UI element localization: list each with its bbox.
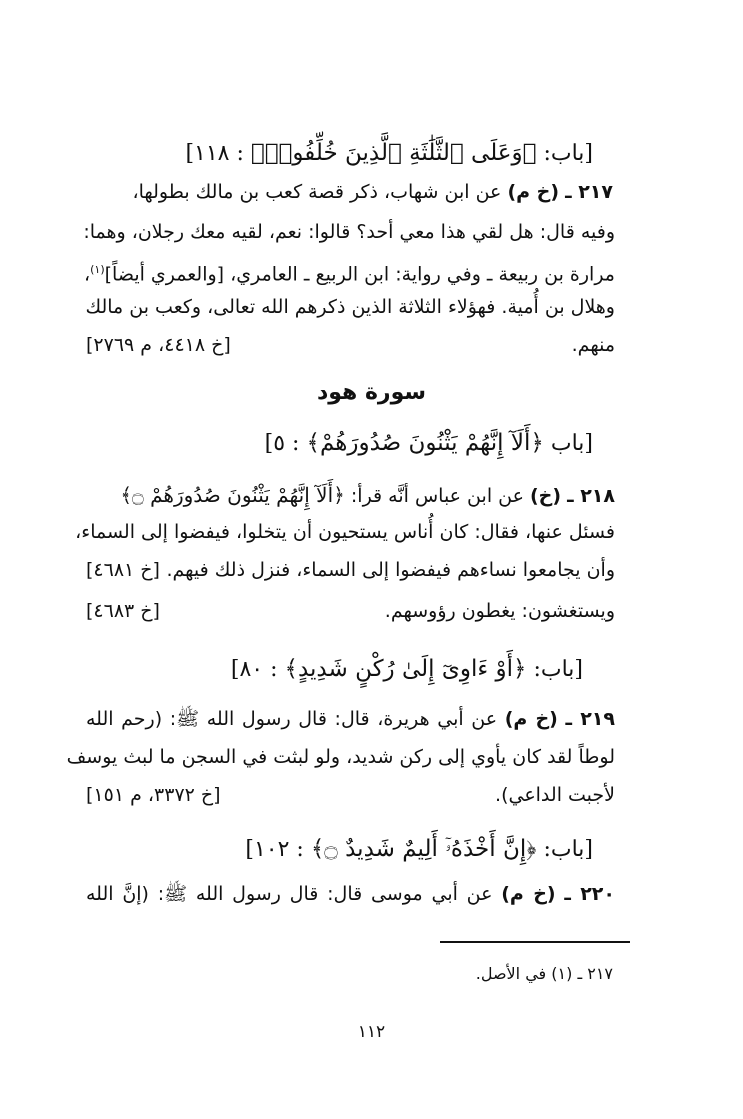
quran-verse: ﴿أَلَآ إِنَّهُمْ يَثْنُونَ صُدُورَهُمْ﴾ bbox=[306, 430, 544, 456]
page-number: ١١٢ bbox=[357, 1022, 386, 1042]
chapter-label: [باب: bbox=[543, 141, 593, 166]
chapter-heading-118 bbox=[185, 136, 593, 171]
hadith-number: ٢١٧ ـ bbox=[565, 181, 613, 203]
hadith-219-line-2: لوطاً لقد كان يأوي إلى ركن شديد، ولو لبثت في السجن ما لبث يوسف bbox=[66, 746, 615, 768]
chapter-label: [باب: bbox=[543, 837, 593, 862]
hadith-217-line-2: وفيه قال: هل لقي هذا معي أحد؟ قالوا: نعم، لقيه معك رجلان، وهما: bbox=[83, 221, 615, 243]
verse-number: : ٥] bbox=[264, 431, 300, 456]
surah-title: سورة هود bbox=[316, 380, 427, 405]
hadith-text: عن ابن عباس أنَّه قرأ: bbox=[350, 485, 524, 507]
hadith-text: مرارة بن ربيعة ـ وفي رواية: ابن الربيع ـ العامري، [والعمري أيضاً] bbox=[104, 263, 615, 286]
hadith-218-line-2: فسئل عنها، فقال: كان أُناس يستحيون أن يتخلوا، فيفضوا إلى السماء، bbox=[75, 521, 615, 543]
hadith-218-reference-1: [خ ٤٦٨١] bbox=[86, 559, 160, 581]
hadith-219-line-1 bbox=[86, 705, 615, 733]
hadith-217-line-4: وهلال بن أُمية. فهؤلاء الثلاثة الذين ذكرهم الله تعالى، وكعب بن مالك bbox=[85, 296, 615, 318]
hadith-217-reference: [خ ٤٤١٨، م ٢٧٦٩] bbox=[86, 334, 231, 356]
hadith-text: عن ابن شهاب، ذكر قصة كعب بن مالك بطولها، bbox=[132, 181, 502, 203]
chapter-heading-102 bbox=[245, 832, 593, 867]
hadith-text: عن أبي موسى قال: قال رسول الله ﷺ: (إنَّ الله bbox=[86, 883, 493, 905]
hadith-number: ٢١٩ ـ bbox=[565, 708, 615, 730]
hadith-217-line-1 bbox=[132, 178, 613, 206]
verse-number: : ٨٠] bbox=[230, 657, 278, 682]
hadith-source: (خ م) bbox=[501, 883, 556, 905]
hadith-source: (خ) bbox=[529, 485, 562, 507]
footnote-divider bbox=[440, 941, 630, 943]
hadith-219-line-3: لأجبت الداعي). bbox=[495, 784, 615, 806]
chapter-heading-5 bbox=[265, 426, 593, 461]
chapter-label: [باب bbox=[550, 431, 593, 456]
hadith-218-line-1 bbox=[120, 481, 615, 510]
quran-verse: ﴿وَعَلَى ٱلثَّلَٰثَةِ ٱلَّذِينَ خُلِّفُوا۟﴾ bbox=[250, 140, 537, 166]
hadith-217-line-3 bbox=[84, 256, 615, 288]
quran-verse: ﴿إِنَّ أَخْذَهُۥٓ أَلِيمٌ شَدِيدٌ ۝﴾ bbox=[310, 836, 537, 862]
hadith-218-reference-2: [خ ٤٦٨٣] bbox=[86, 600, 160, 622]
footnote-marker: (١) bbox=[90, 263, 105, 276]
quran-verse: ﴿أَلَآ إِنَّهُمْ يَثْنُونَ صُدُورَهُمْ ۝﴾ bbox=[120, 483, 345, 507]
verse-number: : ١١٨] bbox=[185, 141, 244, 166]
chapter-label: [باب: bbox=[533, 657, 583, 682]
hadith-220-line-1 bbox=[86, 880, 615, 908]
hadith-218-line-4: ويستغشون: يغطون رؤوسهم. bbox=[384, 600, 615, 622]
punctuation: ، bbox=[83, 263, 91, 286]
hadith-source: (خ م) bbox=[507, 181, 560, 203]
hadith-number: ٢٢٠ ـ bbox=[564, 883, 615, 905]
hadith-number: ٢١٨ ـ bbox=[567, 485, 615, 507]
verse-number: : ١٠٢] bbox=[245, 837, 304, 862]
hadith-text: عن أبي هريرة، قال: قال رسول الله ﷺ: (رحم الله bbox=[86, 708, 498, 730]
hadith-219-reference: [خ ٣٣٧٢، م ١٥١] bbox=[86, 784, 221, 806]
quran-verse: ﴿أَوْ ءَاوِىٓ إِلَىٰ رُكْنٍ شَدِيدٍ﴾ bbox=[284, 656, 527, 682]
chapter-heading-80 bbox=[231, 652, 583, 687]
hadith-217-line-5: منهم. bbox=[571, 334, 615, 356]
footnote: ٢١٧ ـ (١) في الأصل. bbox=[475, 964, 613, 983]
hadith-218-line-3: وأن يجامعوا نساءهم فيفضوا إلى السماء، فنزل ذلك فيهم. bbox=[166, 559, 615, 581]
hadith-source: (خ م) bbox=[504, 708, 558, 730]
